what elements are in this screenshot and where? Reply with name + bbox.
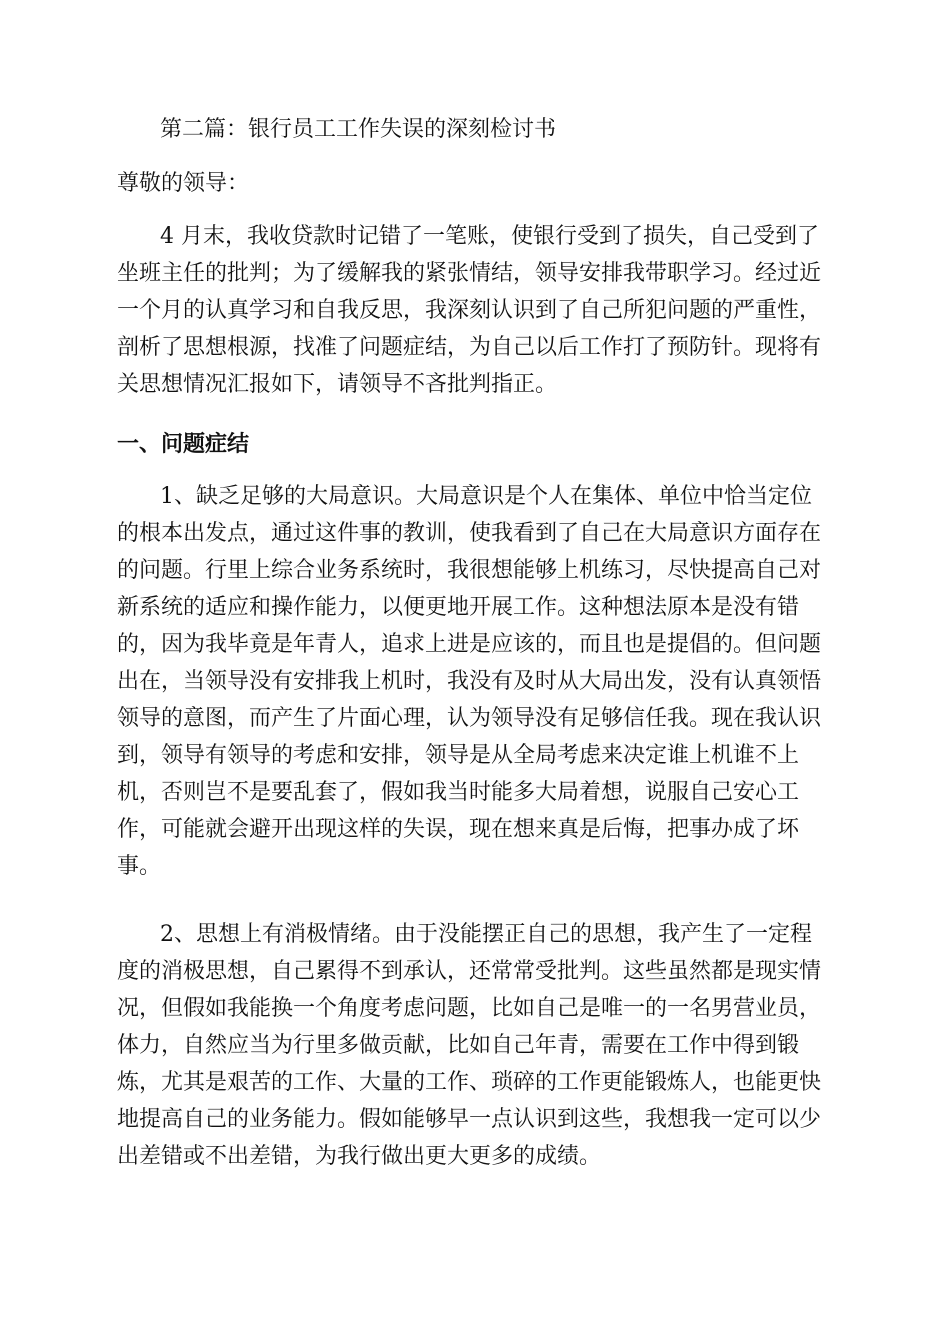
paragraph-line: 4 月末，我收贷款时记错了一笔账，使银行受到了损失，自己受到了 [160, 224, 819, 249]
paragraph-line: 体力，自然应当为行里多做贡献，比如自己年青，需要在工作中得到锻 [117, 1033, 800, 1058]
salutation: 尊敬的领导： [117, 171, 250, 196]
paragraph-line: 关思想情况汇报如下，请领导不吝批判指正。 [117, 372, 558, 397]
paragraph-line: 地提高自己的业务能力。假如能够早一点认识到这些，我想我一定可以少 [117, 1107, 822, 1132]
section-heading: 一、问题症结 [117, 432, 250, 457]
paragraph-line: 出在，当领导没有安排我上机时，我没有及时从大局出发，没有认真领悟 [117, 669, 822, 694]
paragraph-line: 机，否则岂不是要乱套了，假如我当时能多大局着想，说服自己安心工 [117, 780, 800, 805]
paragraph-line: 炼，尤其是艰苦的工作、大量的工作、琐碎的工作更能锻炼人，也能更快 [117, 1070, 822, 1095]
paragraph-line: 剖析了思想根源，找准了问题症结，为自己以后工作打了预防针。现将有 [117, 335, 822, 360]
paragraph-line: 况，但假如我能换一个角度考虑问题，比如自己是唯一的一名男营业员， [117, 996, 822, 1021]
paragraph-line: 2、思想上有消极情绪。由于没能摆正自己的思想，我产生了一定程 [160, 922, 812, 947]
paragraph-line: 度的消极思想，自己累得不到承认，还常常受批判。这些虽然都是现实情 [117, 959, 822, 984]
paragraph-line: 新系统的适应和操作能力，以便更地开展工作。这种想法原本是没有错 [117, 595, 800, 620]
paragraph-line: 出差错或不出差错，为我行做出更大更多的成绩。 [117, 1144, 602, 1169]
paragraph-line: 坐班主任的批判；为了缓解我的紧张情结，领导安排我带职学习。经过近 [117, 261, 822, 286]
paragraph-line: 事。 [117, 854, 162, 879]
paragraph-line: 一个月的认真学习和自我反思，我深刻认识到了自己所犯问题的严重性， [117, 298, 822, 323]
paragraph-line: 领导的意图，而产生了片面心理，认为领导没有足够信任我。现在我认识 [117, 706, 822, 731]
paragraph-line: 的根本出发点，通过这件事的教训，使我看到了自己在大局意识方面存在 [117, 521, 822, 546]
doc-title: 第二篇：银行员工工作失误的深刻检讨书 [160, 117, 557, 142]
paragraph-line: 的，因为我毕竟是年青人，追求上进是应该的，而且也是提倡的。但问题 [117, 632, 822, 657]
paragraph-line: 的问题。行里上综合业务系统时，我很想能够上机练习，尽快提高自己对 [117, 558, 822, 583]
paragraph-line: 作，可能就会避开出现这样的失误，现在想来真是后悔，把事办成了坏 [117, 817, 800, 842]
paragraph-line: 到，领导有领导的考虑和安排，领导是从全局考虑来决定谁上机谁不上 [117, 743, 800, 768]
paragraph-line: 1、缺乏足够的大局意识。大局意识是个人在集体、单位中恰当定位 [160, 484, 812, 509]
